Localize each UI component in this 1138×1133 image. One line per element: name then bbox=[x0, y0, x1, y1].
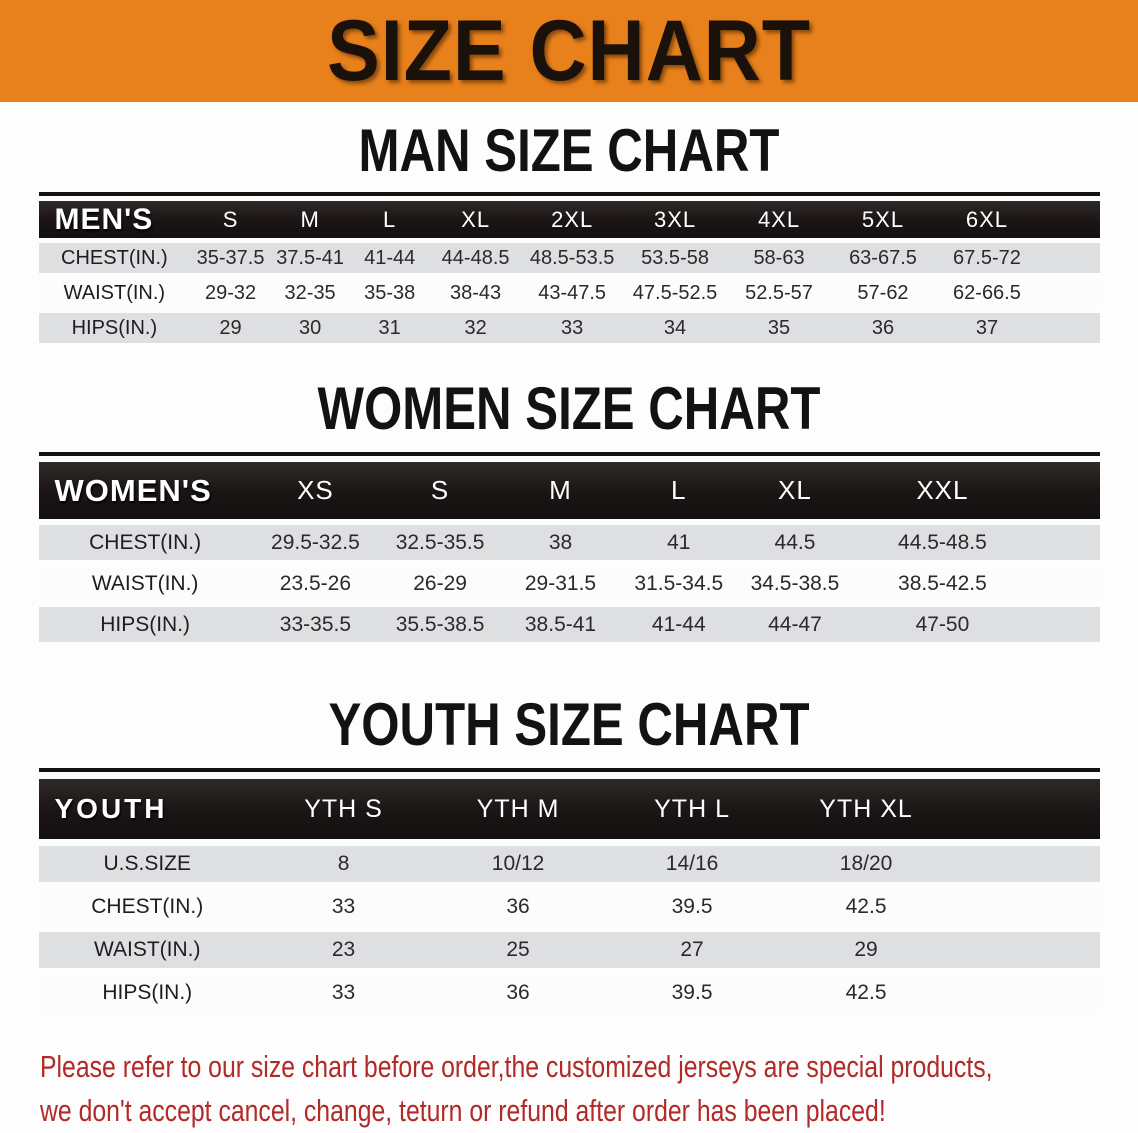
size-value: 38-43 bbox=[430, 278, 521, 308]
size-column-header: XS bbox=[252, 462, 379, 519]
women-size-section bbox=[0, 348, 1138, 648]
table-corner-label: MEN'S bbox=[39, 201, 191, 238]
filler-cell bbox=[1039, 278, 1100, 308]
size-value: 23 bbox=[256, 932, 431, 968]
row-label: WAIST(IN.) bbox=[39, 566, 252, 601]
row-label: CHEST(IN.) bbox=[39, 243, 191, 273]
filler-cell bbox=[953, 846, 1099, 882]
filler-cell bbox=[1033, 462, 1100, 519]
size-column-header: XL bbox=[430, 201, 521, 238]
size-column-header: S bbox=[190, 201, 271, 238]
size-value: 36 bbox=[431, 889, 605, 925]
filler-cell bbox=[953, 932, 1099, 968]
size-value: 41-44 bbox=[620, 607, 738, 642]
size-value: 37 bbox=[935, 313, 1039, 343]
size-value: 58-63 bbox=[727, 243, 831, 273]
men-size-section bbox=[0, 102, 1138, 348]
notice-line-2: we don't accept cancel, change, teturn or refund after order has been placed! bbox=[40, 1093, 886, 1128]
filler-cell bbox=[953, 975, 1099, 1011]
size-value: 25 bbox=[431, 932, 605, 968]
size-value: 38.5-41 bbox=[501, 607, 620, 642]
row-label: HIPS(IN.) bbox=[39, 313, 191, 343]
size-column-header: M bbox=[271, 201, 350, 238]
men-size-table bbox=[39, 196, 1100, 348]
size-value: 41 bbox=[620, 525, 738, 560]
size-value: 48.5-53.5 bbox=[521, 243, 623, 273]
size-column-header: XXL bbox=[852, 462, 1032, 519]
size-value: 31.5-34.5 bbox=[620, 566, 738, 601]
size-value: 33 bbox=[256, 975, 431, 1011]
row-label: WAIST(IN.) bbox=[39, 278, 191, 308]
filler-cell bbox=[953, 779, 1099, 839]
row-label: WAIST(IN.) bbox=[39, 932, 257, 968]
size-column-header: YTH XL bbox=[779, 779, 953, 839]
row-label: HIPS(IN.) bbox=[39, 607, 252, 642]
size-value: 32-35 bbox=[271, 278, 350, 308]
size-value: 44-48.5 bbox=[430, 243, 521, 273]
row-label: HIPS(IN.) bbox=[39, 975, 257, 1011]
size-value: 8 bbox=[256, 846, 431, 882]
size-value: 47-50 bbox=[852, 607, 1032, 642]
size-column-header: L bbox=[620, 462, 738, 519]
size-value: 10/12 bbox=[431, 846, 605, 882]
youth-section-heading: YOUTH SIZE CHART bbox=[328, 691, 810, 758]
size-header-row bbox=[39, 462, 1100, 519]
row-label: CHEST(IN.) bbox=[39, 889, 257, 925]
size-value: 29.5-32.5 bbox=[252, 525, 379, 560]
size-value: 35.5-38.5 bbox=[379, 607, 501, 642]
measurement-row bbox=[39, 607, 1100, 642]
row-label: CHEST(IN.) bbox=[39, 525, 252, 560]
page-title: SIZE CHART bbox=[327, 3, 811, 99]
table-corner-label: WOMEN'S bbox=[39, 462, 252, 519]
measurement-row bbox=[39, 525, 1100, 560]
size-column-header: L bbox=[349, 201, 430, 238]
youth-size-table bbox=[39, 772, 1100, 1018]
size-column-header: 2XL bbox=[521, 201, 623, 238]
size-column-header: XL bbox=[738, 462, 853, 519]
size-value: 57-62 bbox=[831, 278, 935, 308]
filler-cell bbox=[953, 889, 1099, 925]
size-column-header: YTH S bbox=[256, 779, 431, 839]
size-value: 42.5 bbox=[779, 889, 953, 925]
order-notice bbox=[40, 1045, 1138, 1133]
size-value: 33 bbox=[521, 313, 623, 343]
size-value: 52.5-57 bbox=[727, 278, 831, 308]
size-value: 29 bbox=[190, 313, 271, 343]
size-value: 53.5-58 bbox=[623, 243, 727, 273]
size-value: 35-38 bbox=[349, 278, 430, 308]
banner bbox=[0, 0, 1138, 102]
size-value: 39.5 bbox=[605, 889, 779, 925]
size-value: 34 bbox=[623, 313, 727, 343]
women-size-table bbox=[39, 456, 1100, 648]
size-value: 47.5-52.5 bbox=[623, 278, 727, 308]
size-value: 36 bbox=[431, 975, 605, 1011]
size-column-header: M bbox=[501, 462, 620, 519]
women-section-heading: WOMEN SIZE CHART bbox=[317, 375, 821, 442]
filler-cell bbox=[1033, 566, 1100, 601]
size-value: 38 bbox=[501, 525, 620, 560]
size-value: 32 bbox=[430, 313, 521, 343]
size-header-row bbox=[39, 779, 1100, 839]
row-label: U.S.SIZE bbox=[39, 846, 257, 882]
filler-cell bbox=[1033, 525, 1100, 560]
size-value: 35-37.5 bbox=[190, 243, 271, 273]
filler-cell bbox=[1039, 201, 1100, 238]
size-value: 36 bbox=[831, 313, 935, 343]
filler-cell bbox=[1039, 243, 1100, 273]
size-value: 44-47 bbox=[738, 607, 853, 642]
filler-cell bbox=[1033, 607, 1100, 642]
notice-line-1: Please refer to our size chart before order,the customized jerseys are special products, bbox=[40, 1049, 993, 1084]
measurement-row bbox=[39, 313, 1100, 343]
size-value: 23.5-26 bbox=[252, 566, 379, 601]
size-value: 34.5-38.5 bbox=[738, 566, 853, 601]
size-value: 29 bbox=[779, 932, 953, 968]
size-value: 43-47.5 bbox=[521, 278, 623, 308]
size-column-header: 6XL bbox=[935, 201, 1039, 238]
size-column-header: YTH M bbox=[431, 779, 605, 839]
size-column-header: YTH L bbox=[605, 779, 779, 839]
measurement-row bbox=[39, 975, 1100, 1011]
measurement-row bbox=[39, 932, 1100, 968]
size-column-header: 4XL bbox=[727, 201, 831, 238]
size-value: 31 bbox=[349, 313, 430, 343]
size-column-header: 5XL bbox=[831, 201, 935, 238]
measurement-row bbox=[39, 889, 1100, 925]
youth-size-section bbox=[0, 648, 1138, 1018]
size-value: 29-32 bbox=[190, 278, 271, 308]
size-value: 41-44 bbox=[349, 243, 430, 273]
size-value: 30 bbox=[271, 313, 350, 343]
size-value: 63-67.5 bbox=[831, 243, 935, 273]
size-value: 33 bbox=[256, 889, 431, 925]
size-value: 38.5-42.5 bbox=[852, 566, 1032, 601]
size-value: 26-29 bbox=[379, 566, 501, 601]
size-value: 33-35.5 bbox=[252, 607, 379, 642]
size-column-header: 3XL bbox=[623, 201, 727, 238]
size-value: 18/20 bbox=[779, 846, 953, 882]
measurement-row bbox=[39, 566, 1100, 601]
size-value: 27 bbox=[605, 932, 779, 968]
size-value: 44.5-48.5 bbox=[852, 525, 1032, 560]
size-value: 32.5-35.5 bbox=[379, 525, 501, 560]
size-value: 67.5-72 bbox=[935, 243, 1039, 273]
men-section-heading: MAN SIZE CHART bbox=[358, 117, 780, 184]
size-value: 14/16 bbox=[605, 846, 779, 882]
measurement-row bbox=[39, 846, 1100, 882]
size-value: 35 bbox=[727, 313, 831, 343]
filler-cell bbox=[1039, 313, 1100, 343]
size-value: 44.5 bbox=[738, 525, 853, 560]
size-column-header: S bbox=[379, 462, 501, 519]
size-header-row bbox=[39, 201, 1100, 238]
size-value: 42.5 bbox=[779, 975, 953, 1011]
size-value: 62-66.5 bbox=[935, 278, 1039, 308]
size-value: 39.5 bbox=[605, 975, 779, 1011]
size-value: 29-31.5 bbox=[501, 566, 620, 601]
size-value: 37.5-41 bbox=[271, 243, 350, 273]
table-corner-label: YOUTH bbox=[39, 779, 257, 839]
measurement-row bbox=[39, 243, 1100, 273]
measurement-row bbox=[39, 278, 1100, 308]
